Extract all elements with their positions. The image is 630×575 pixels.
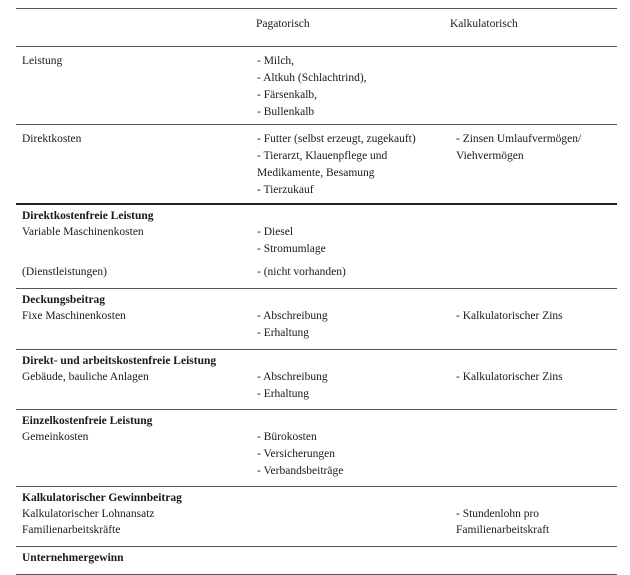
list-item: Medikamente, Besamung bbox=[257, 167, 375, 179]
list-item: - Färsenkalb, bbox=[257, 89, 318, 101]
table-row bbox=[16, 547, 617, 575]
section-heading: Direktkostenfreie Leistung bbox=[22, 210, 154, 222]
list-item: - Abschreibung bbox=[257, 371, 328, 383]
list-item: - Tierarzt, Klauenpflege und bbox=[257, 150, 388, 162]
list-item: - Abschreibung bbox=[257, 310, 328, 322]
section-heading: Kalkulatorischer Gewinnbeitrag bbox=[22, 492, 182, 504]
list-item: - Kalkulatorischer Zins bbox=[456, 371, 563, 383]
list-item: - Tierzukauf bbox=[257, 184, 314, 196]
table-row bbox=[16, 289, 617, 350]
list-item: - Bürokosten bbox=[257, 431, 317, 443]
list-item: - Bullenkalb bbox=[257, 106, 315, 118]
table-row bbox=[16, 47, 617, 125]
list-item: - Kalkulatorischer Zins bbox=[456, 310, 563, 322]
row-label: Gemeinkosten bbox=[22, 431, 89, 443]
list-item: - Altkuh (Schlachtrind), bbox=[257, 72, 367, 84]
list-item: - Milch, bbox=[257, 55, 295, 67]
table-row bbox=[16, 410, 617, 487]
row-label: Direktkosten bbox=[22, 133, 82, 145]
table-row bbox=[16, 205, 617, 289]
section-heading: Direkt- und arbeitskostenfreie Leistung bbox=[22, 355, 217, 367]
row-label: Gebäude, bauliche Anlagen bbox=[22, 371, 149, 383]
section-heading: Unternehmergewinn bbox=[22, 552, 124, 564]
list-item: Familienarbeitskraft bbox=[456, 524, 550, 536]
table-row bbox=[16, 350, 617, 410]
row-label: Familienarbeitskräfte bbox=[22, 524, 121, 536]
row-label: (Dienstleistungen) bbox=[22, 266, 107, 278]
section-heading: Einzelkostenfreie Leistung bbox=[22, 415, 153, 427]
header-pagatorisch: Pagatorisch bbox=[256, 18, 310, 30]
list-item: - Erhaltung bbox=[257, 388, 310, 400]
table-header bbox=[16, 8, 617, 47]
row-label: Leistung bbox=[22, 55, 63, 67]
row-label: Variable Maschinenkosten bbox=[22, 226, 144, 238]
list-item: Viehvermögen bbox=[456, 150, 524, 162]
list-item: - Diesel bbox=[257, 226, 294, 238]
table-row bbox=[16, 487, 617, 547]
list-item: - (nicht vorhanden) bbox=[257, 266, 346, 278]
row-label: Kalkulatorischer Lohnansatz bbox=[22, 508, 155, 520]
table-row bbox=[16, 125, 617, 205]
header-kalkulatorisch: Kalkulatorisch bbox=[450, 18, 518, 30]
list-item: - Erhaltung bbox=[257, 327, 310, 339]
list-item: - Stromumlage bbox=[257, 243, 326, 255]
list-item: - Verbandsbeiträge bbox=[257, 465, 344, 477]
section-heading: Deckungsbeitrag bbox=[22, 294, 106, 306]
list-item: - Versicherungen bbox=[257, 448, 336, 460]
list-item: - Stundenlohn pro bbox=[456, 508, 540, 520]
cost-structure-table bbox=[16, 8, 617, 575]
row-label: Fixe Maschinenkosten bbox=[22, 310, 126, 322]
list-item: - Futter (selbst erzeugt, zugekauft) bbox=[257, 133, 416, 145]
list-item: - Zinsen Umlaufvermögen/ bbox=[456, 133, 582, 145]
